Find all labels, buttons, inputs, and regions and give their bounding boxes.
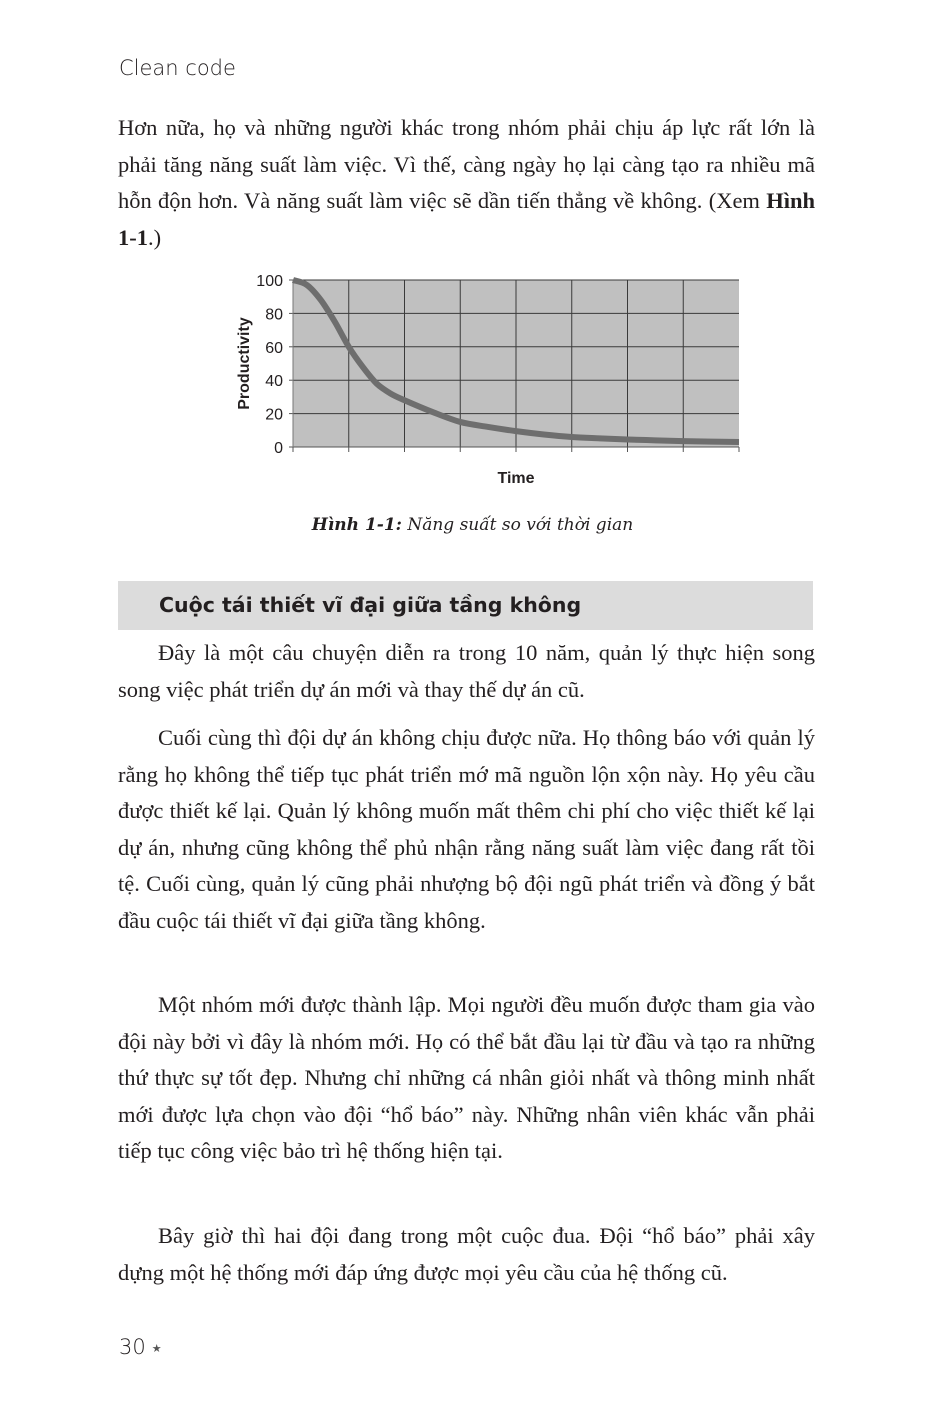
y-tick-label: 80 (265, 306, 283, 324)
paragraph-1-text: Hơn nữa, họ và những người khác trong nhóm phải chịu áp lực rất lớn là phải tăng năng suất làm việc. Vì thế, càng ngày họ lại càng tạo ra nhiều mã hỗn độn hơn. Và năng suất làm việc sẽ dần tiến thẳng về không. (Xem (118, 115, 815, 213)
paragraph-1 (118, 110, 815, 256)
section-heading: Cuộc tái thiết vĩ đại giữa tầng không (118, 581, 813, 630)
y-axis-label: Productivity (236, 317, 253, 410)
paragraph-1-end: .) (148, 224, 162, 250)
figure-label: Hình 1-1: (311, 515, 402, 535)
figure-reference: Hình 1-1 (118, 188, 815, 250)
y-tick-labels (256, 273, 283, 457)
paragraph-2: Đây là một câu chuyện diễn ra trong 10 năm, quản lý thực hiện song song việc phát triển dự án mới và thay thế dự án cũ. (118, 640, 815, 702)
y-tick-label: 40 (265, 373, 283, 391)
y-tick-label: 20 (265, 406, 283, 424)
y-tick-label: 0 (274, 440, 283, 457)
paragraph-4: Một nhóm mới được thành lập. Mọi người đều muốn được tham gia vào đội này bởi vì đây là nhóm mới. Họ có thể bắt đầu lại từ đầu và tạo ra những thứ thực sự tốt đẹp. Nhưng chỉ những cá nhân giỏi nhất và thông minh nhất mới được lựa chọn vào đội “hổ báo” này. Những nhân viên khác vẫn phải tiếp tục công việc bảo trì hệ thống hiện tại. (118, 992, 815, 1163)
paragraph-3: Cuối cùng thì đội dự án không chịu được nữa. Họ thông báo với quản lý rằng họ không thể tiếp tục phát triển mớ mã nguồn lộn xộn này. Họ yêu cầu được thiết kế lại. Quản lý không muốn mất thêm chi phí cho việc thiết kế lại dự án, nhưng cũng không thể phủ nhận rằng năng suất làm việc đang rất tồi tệ. Cuối cùng, quản lý cũng phải nhượng bộ đội ngũ phát triển và đồng ý bắt đầu cuộc tái thiết vĩ đại giữa tầng không. (118, 725, 815, 933)
figure-caption-text: Năng suất so với thời gian (401, 515, 634, 535)
x-axis-label: Time (497, 470, 535, 487)
chart-svg (225, 265, 755, 495)
y-tick-label: 100 (256, 273, 283, 290)
running-head: Clean code (119, 56, 236, 80)
productivity-chart (225, 265, 755, 495)
figure-caption (0, 515, 945, 535)
page-number: 30 (119, 1335, 146, 1359)
paragraph-5: Bây giờ thì hai đội đang trong một cuộc đua. Đội “hổ báo” phải xây dựng một hệ thống mới đáp ứng được mọi yêu cầu của hệ thống cũ. (118, 1223, 815, 1285)
y-tick-label: 60 (265, 339, 283, 357)
page-footer (119, 1335, 162, 1359)
star-icon: ★ (151, 1341, 162, 1355)
